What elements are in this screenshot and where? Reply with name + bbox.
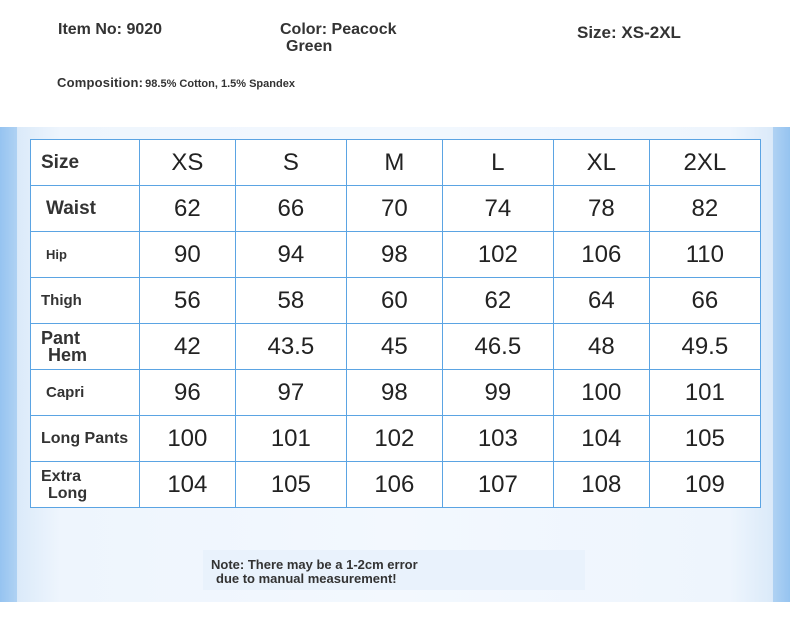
table-cell: 66 <box>235 186 346 232</box>
table-cell: 48 <box>553 324 649 370</box>
table-cell: 104 <box>140 462 236 508</box>
row-label-long-pants: Long Pants <box>31 416 140 462</box>
table-cell: 105 <box>235 462 346 508</box>
table-row <box>31 370 761 416</box>
table-cell: 45 <box>346 324 442 370</box>
right-accent-bar <box>773 127 790 602</box>
table-cell: 43.5 <box>235 324 346 370</box>
color-line-2: Green <box>286 38 333 55</box>
table-cell: 100 <box>553 370 649 416</box>
composition-value: 98.5% Cotton, 1.5% Spandex <box>145 78 295 90</box>
table-cell: 98 <box>346 232 442 278</box>
table-cell: 82 <box>649 186 760 232</box>
table-row <box>31 416 761 462</box>
table-cell: 101 <box>649 370 760 416</box>
table-cell: 96 <box>140 370 236 416</box>
table-cell: 94 <box>235 232 346 278</box>
table-cell: 98 <box>346 370 442 416</box>
table-cell: 56 <box>140 278 236 324</box>
table-row <box>31 324 761 370</box>
table-cell: 70 <box>346 186 442 232</box>
table-header-row <box>31 140 761 186</box>
table-row <box>31 278 761 324</box>
table-cell: 102 <box>346 416 442 462</box>
column-header: XS <box>140 140 236 186</box>
table-cell: 97 <box>235 370 346 416</box>
table-cell: 103 <box>442 416 553 462</box>
table-cell: 66 <box>649 278 760 324</box>
column-header-size: Size <box>31 140 140 186</box>
row-label-thigh: Thigh <box>31 278 140 324</box>
row-label-waist: Waist <box>31 186 140 232</box>
table-cell: 49.5 <box>649 324 760 370</box>
column-header: M <box>346 140 442 186</box>
table-cell: 58 <box>235 278 346 324</box>
column-header: S <box>235 140 346 186</box>
left-accent-bar <box>0 127 17 602</box>
item-number: Item No: 9020 <box>58 21 163 38</box>
row-label-pant-hem: Pant Hem <box>31 324 140 370</box>
note-line-1: Note: There may be a 1-2cm error <box>211 557 418 572</box>
table-cell: 106 <box>553 232 649 278</box>
color-info <box>280 21 396 55</box>
size-range: Size: XS-2XL <box>577 23 681 42</box>
table-cell: 110 <box>649 232 760 278</box>
size-chart-table <box>30 139 761 508</box>
table-cell: 105 <box>649 416 760 462</box>
row-label-extra-long: Extra Long <box>31 462 140 508</box>
table-row <box>31 232 761 278</box>
table-cell: 109 <box>649 462 760 508</box>
row-label-capri: Capri <box>31 370 140 416</box>
table-cell: 64 <box>553 278 649 324</box>
table-cell: 107 <box>442 462 553 508</box>
table-cell: 102 <box>442 232 553 278</box>
row-label-hip: Hip <box>31 232 140 278</box>
table-cell: 78 <box>553 186 649 232</box>
table-cell: 108 <box>553 462 649 508</box>
color-line-1: Color: Peacock <box>280 21 397 38</box>
table-cell: 90 <box>140 232 236 278</box>
column-header: L <box>442 140 553 186</box>
table-row <box>31 186 761 232</box>
column-header: 2XL <box>649 140 760 186</box>
table-cell: 42 <box>140 324 236 370</box>
table-cell: 101 <box>235 416 346 462</box>
table-row <box>31 462 761 508</box>
table-cell: 100 <box>140 416 236 462</box>
table-cell: 106 <box>346 462 442 508</box>
table-cell: 104 <box>553 416 649 462</box>
table-cell: 62 <box>140 186 236 232</box>
table-cell: 62 <box>442 278 553 324</box>
table-cell: 74 <box>442 186 553 232</box>
composition-label: Composition: <box>57 75 144 90</box>
note-line-2: due to manual measurement! <box>216 571 397 586</box>
measurement-note <box>203 550 585 590</box>
column-header: XL <box>553 140 649 186</box>
table-cell: 60 <box>346 278 442 324</box>
table-cell: 46.5 <box>442 324 553 370</box>
composition-info <box>57 75 295 90</box>
table-cell: 99 <box>442 370 553 416</box>
